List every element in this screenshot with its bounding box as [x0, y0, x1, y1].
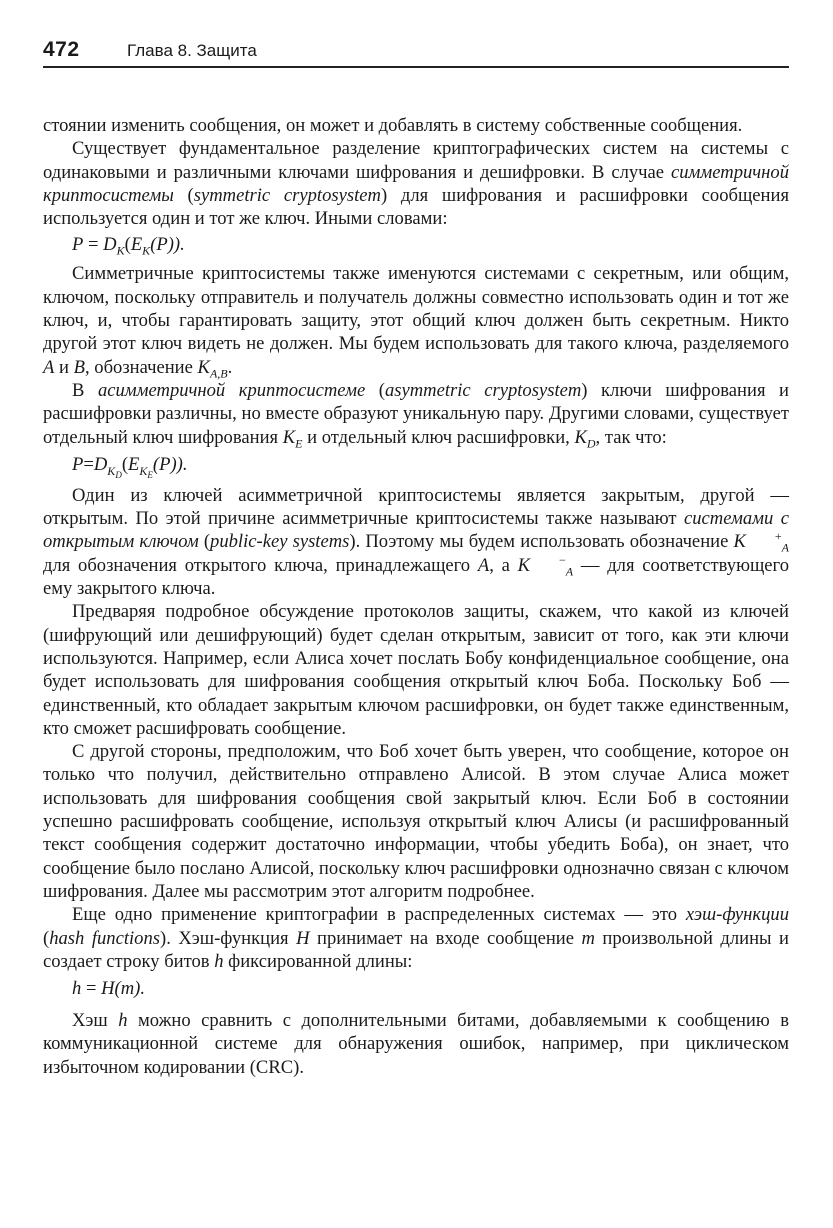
formula-asymmetric: $P=D_{K_D}(E_{K_E}(P))$.: [72, 453, 188, 480]
paragraph-9: Хэш h можно сравнить с дополнительными битами, добавляемыми к сообщению в коммуникационной системе для обнаружения ошибок, например, при циклическом избыточном кодировании (CRC).: [43, 1010, 789, 1078]
formula-hash: h = H(m).: [72, 978, 145, 1000]
term-public-key: системами с открытым ключом: [43, 508, 789, 553]
main-text: [43, 114, 789, 1079]
term-asymmetric: асимметричной криптосистеме: [97, 379, 366, 401]
paragraph-1: стоянии изменить сообщения, он может и добавлять в систему собственные сообщения.: [43, 115, 743, 136]
term-symmetric: симметричной криптосистемы: [43, 161, 789, 206]
paragraph-4: В асимметричной криптосистеме (asymmetric cryptosystem) ключи шифрования и расшифровки различны, но вместе образуют уникальную пару. Другими словами, существует отдельный ключ шифрования $K_E$ и отдельный ключ расшифровки, $K_D$, так что:: [43, 379, 789, 451]
paragraph-5: Один из ключей асимметричной криптосистемы является закрытым, другой — открытым. По этой причине асимметричные криптосистемы также называют системами с открытым ключом (public-key systems). Поэтому мы будем использовать обозначение K +$_A$ для обозначения открытого ключа, принадлежащего A, а K −$_A$ — для соответствующего ему закрытого ключа.: [43, 484, 790, 600]
paragraph-3: Симметричные криптосистемы также именуются системами с секретным, или общим, ключом, поскольку отправитель и получатель должны совместно использовать один и тот же ключ, и, чтобы гарантировать защиту, этот общий ключ должен быть секретным. Никто другой этот ключ видеть не должен. Мы будем использовать для такого ключа, разделяемого A и B, обозначение $K_{A,B}$.: [43, 263, 789, 381]
paragraph-7: С другой стороны, предположим, что Боб хочет быть уверен, что сообщение, которое он только что получил, действительно отправлено Алисой. В этом случае Алиса может использовать для шифрования сообщения свой закрытый ключ. Если Боб в состоянии успешно расшифровать сообщение, используя открытый ключ Алисы (и расшифрованный текст сообщения содержит достаточно информации, чтобы убедить Боба), он знает, что сообщение было послано Алисой, поскольку ключ расшифровки однозначно связан с ключом шифрования. Далее мы рассмотрим этот алгоритм подробнее.: [43, 741, 789, 902]
formula-symmetric: $P = D_K(E_K(P))$.: [72, 234, 185, 259]
paragraph-8: Еще одно применение криптографии в распределенных системах — это хэш-функции (hash functions). Хэш-функция H принимает на входе сообщение m произвольной длины и создает строку битов h фиксированной длины:: [43, 904, 790, 972]
chapter-title: Глава 8. Защита: [127, 41, 257, 60]
running-header: [43, 38, 789, 68]
paragraph-6: Предваряя подробное обсуждение протоколов защиты, скажем, что какой из ключей (шифрующий или дешифрующий) будет сделан открытым, зависит от того, как эти ключи используются. Например, если Алиса хочет послать Бобу конфиденциальное сообщение, она будет использовать для шифрования сообщения открытый ключ Боба. Поскольку Боб — единственный, кто обладает закрытым ключом расшифровки, он будет также единственным, кто сможет расшифровать сообщение.: [43, 601, 789, 739]
page-number: 472: [43, 38, 80, 61]
paragraph-2: Существует фундаментальное разделение криптографических систем на системы с одинаковыми и различными ключами шифрования и дешифровки. В случае симметричной криптосистемы (symmetric cryptosystem) для шифрования и расшифровки сообщения используется один и тот же ключ. Иными словами:: [43, 138, 790, 230]
term-hash: хэш-функции: [685, 904, 789, 926]
